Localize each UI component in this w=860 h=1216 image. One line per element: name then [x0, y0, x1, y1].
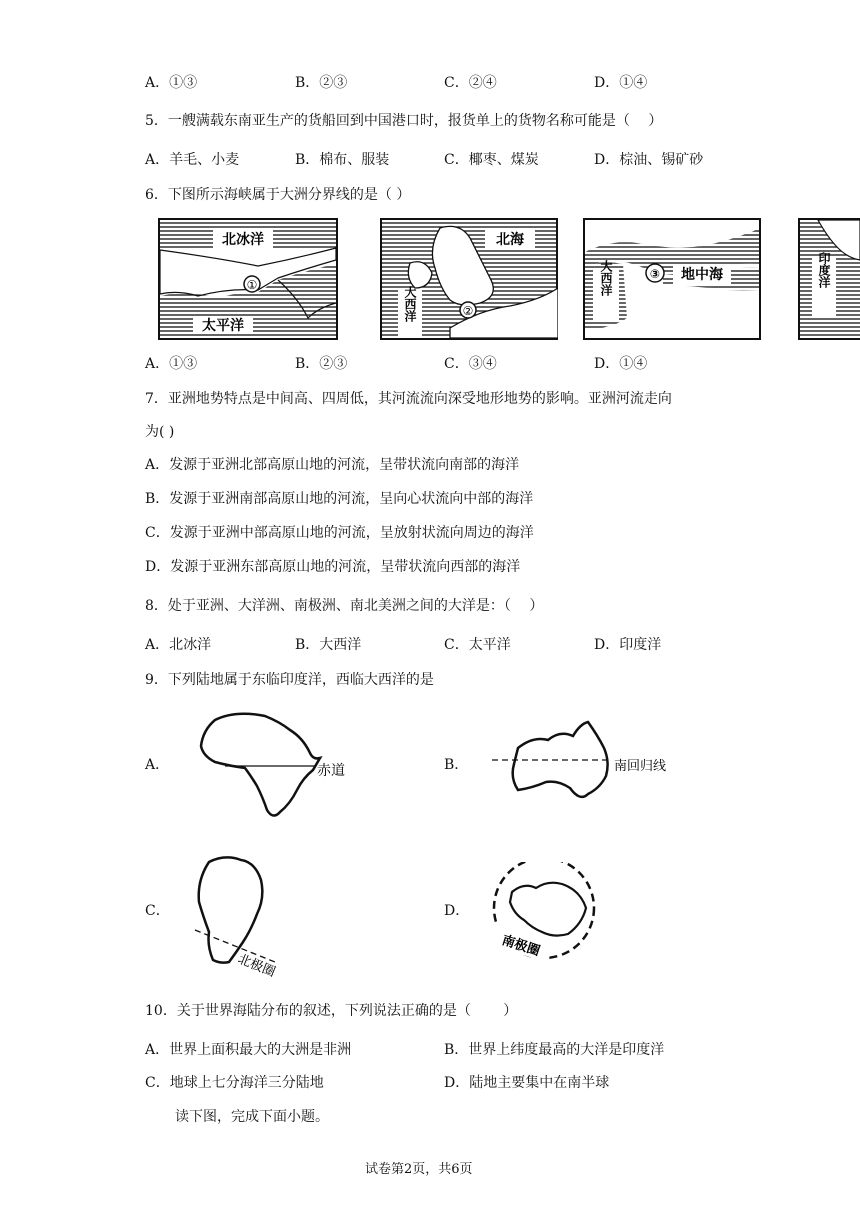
strait-map-4: [798, 218, 860, 340]
q8-stem: 8．处于亚洲、大洋洲、南极洲、南北美洲之间的大洋是：（ ）: [145, 598, 544, 614]
q6-option-c: C．③④: [444, 356, 497, 372]
q7-option-c: C．发源于亚洲中部高原山地的河流，呈放射状流向周边的海洋: [145, 525, 534, 541]
map2-label-northsea: 北海: [496, 232, 524, 248]
q7-stem-line2: 为( ): [145, 424, 175, 440]
q10-stem: 10．关于世界海陆分布的叙述，下列说法正确的是（ ）: [145, 1003, 518, 1019]
q8-option-c: C．太平洋: [444, 637, 511, 653]
map3-label-3: ③: [649, 267, 661, 281]
map1-label-pacific: 太平洋: [202, 318, 244, 334]
map1-label-1: ①: [246, 278, 258, 292]
q9-option-b: B．: [444, 757, 469, 773]
map3-label-atlantic: 大西洋: [599, 260, 613, 296]
q8-option-a: A．北冰洋: [145, 637, 212, 653]
q5-stem: 5．一艘满载东南亚生产的货船回到中国港口时，报货单上的货物名称可能是（ ）: [145, 113, 663, 129]
map3-label-med: 地中海: [681, 267, 723, 283]
strait-map-3: [583, 218, 761, 340]
q10-option-b: B．世界上纬度最高的大洋是印度洋: [444, 1042, 665, 1058]
antarctica-outline: [484, 862, 608, 968]
arctic-circle-label: 北极圈: [235, 951, 278, 980]
q9-stem: 9．下列陆地属于东临印度洋，西临大西洋的是: [145, 672, 434, 688]
strait-map-2: [380, 218, 558, 340]
q7-option-d: D．发源于亚洲东部高原山地的河流，呈带状流向西部的海洋: [145, 559, 521, 575]
q9-option-d: D．: [444, 903, 470, 919]
q9-option-a: A．: [145, 757, 170, 773]
q5-option-c: C．椰枣、煤炭: [444, 152, 539, 168]
q6-option-a: A．①③: [145, 356, 198, 372]
q4-option-a: A．①③: [145, 75, 198, 91]
map1-label-arctic: 北冰洋: [222, 232, 264, 248]
q5-option-b: B．棉布、服装: [295, 152, 390, 168]
q6-option-b: B．②③: [295, 356, 348, 372]
q5-option-d: D．棕油、锡矿砂: [594, 152, 704, 168]
q8-option-b: B．大西洋: [295, 637, 362, 653]
q4-option-b: B．②③: [295, 75, 348, 91]
q7-stem-line1: 7．亚洲地势特点是中间高、四周低，其河流流向深受地形地势的影响。亚洲河流走向: [145, 391, 672, 407]
read-instruction: 读下图，完成下面小题。: [175, 1109, 329, 1125]
q5-option-a: A．羊毛、小麦: [145, 152, 240, 168]
q7-option-b: B．发源于亚洲南部高原山地的河流，呈向心状流向中部的海洋: [145, 491, 534, 507]
africa-outline: [185, 708, 365, 828]
strait-map-1: [158, 218, 338, 340]
q6-option-d: D．①④: [594, 356, 648, 372]
equator-label: 赤道: [317, 763, 345, 779]
tropic-capricorn-label: 南回归线: [614, 759, 667, 774]
q4-option-d: D．①④: [594, 75, 648, 91]
map4-label-indian: 印度洋: [817, 252, 831, 288]
q9-option-c: C．: [145, 903, 170, 919]
q8-option-d: D．印度洋: [594, 637, 662, 653]
australia-outline: [488, 718, 698, 818]
q10-option-d: D．陆地主要集中在南半球: [444, 1075, 610, 1091]
q6-stem: 6．下图所示海峡属于大洲分界线的是（ ）: [145, 187, 411, 203]
q4-option-c: C．②④: [444, 75, 497, 91]
greenland-outline: [185, 850, 295, 980]
q10-option-c: C．地球上七分海洋三分陆地: [145, 1075, 324, 1091]
q7-option-a: A．发源于亚洲北部高原山地的河流，呈带状流向南部的海洋: [145, 457, 520, 473]
q10-option-a: A．世界上面积最大的大洲是非洲: [145, 1042, 352, 1058]
map2-label-atlantic: 大西洋: [403, 286, 417, 322]
page-footer: 试卷第2页，共6页: [365, 1162, 473, 1177]
antarctic-circle-label: 南极圈: [499, 933, 542, 960]
map2-label-2: ②: [462, 304, 474, 318]
